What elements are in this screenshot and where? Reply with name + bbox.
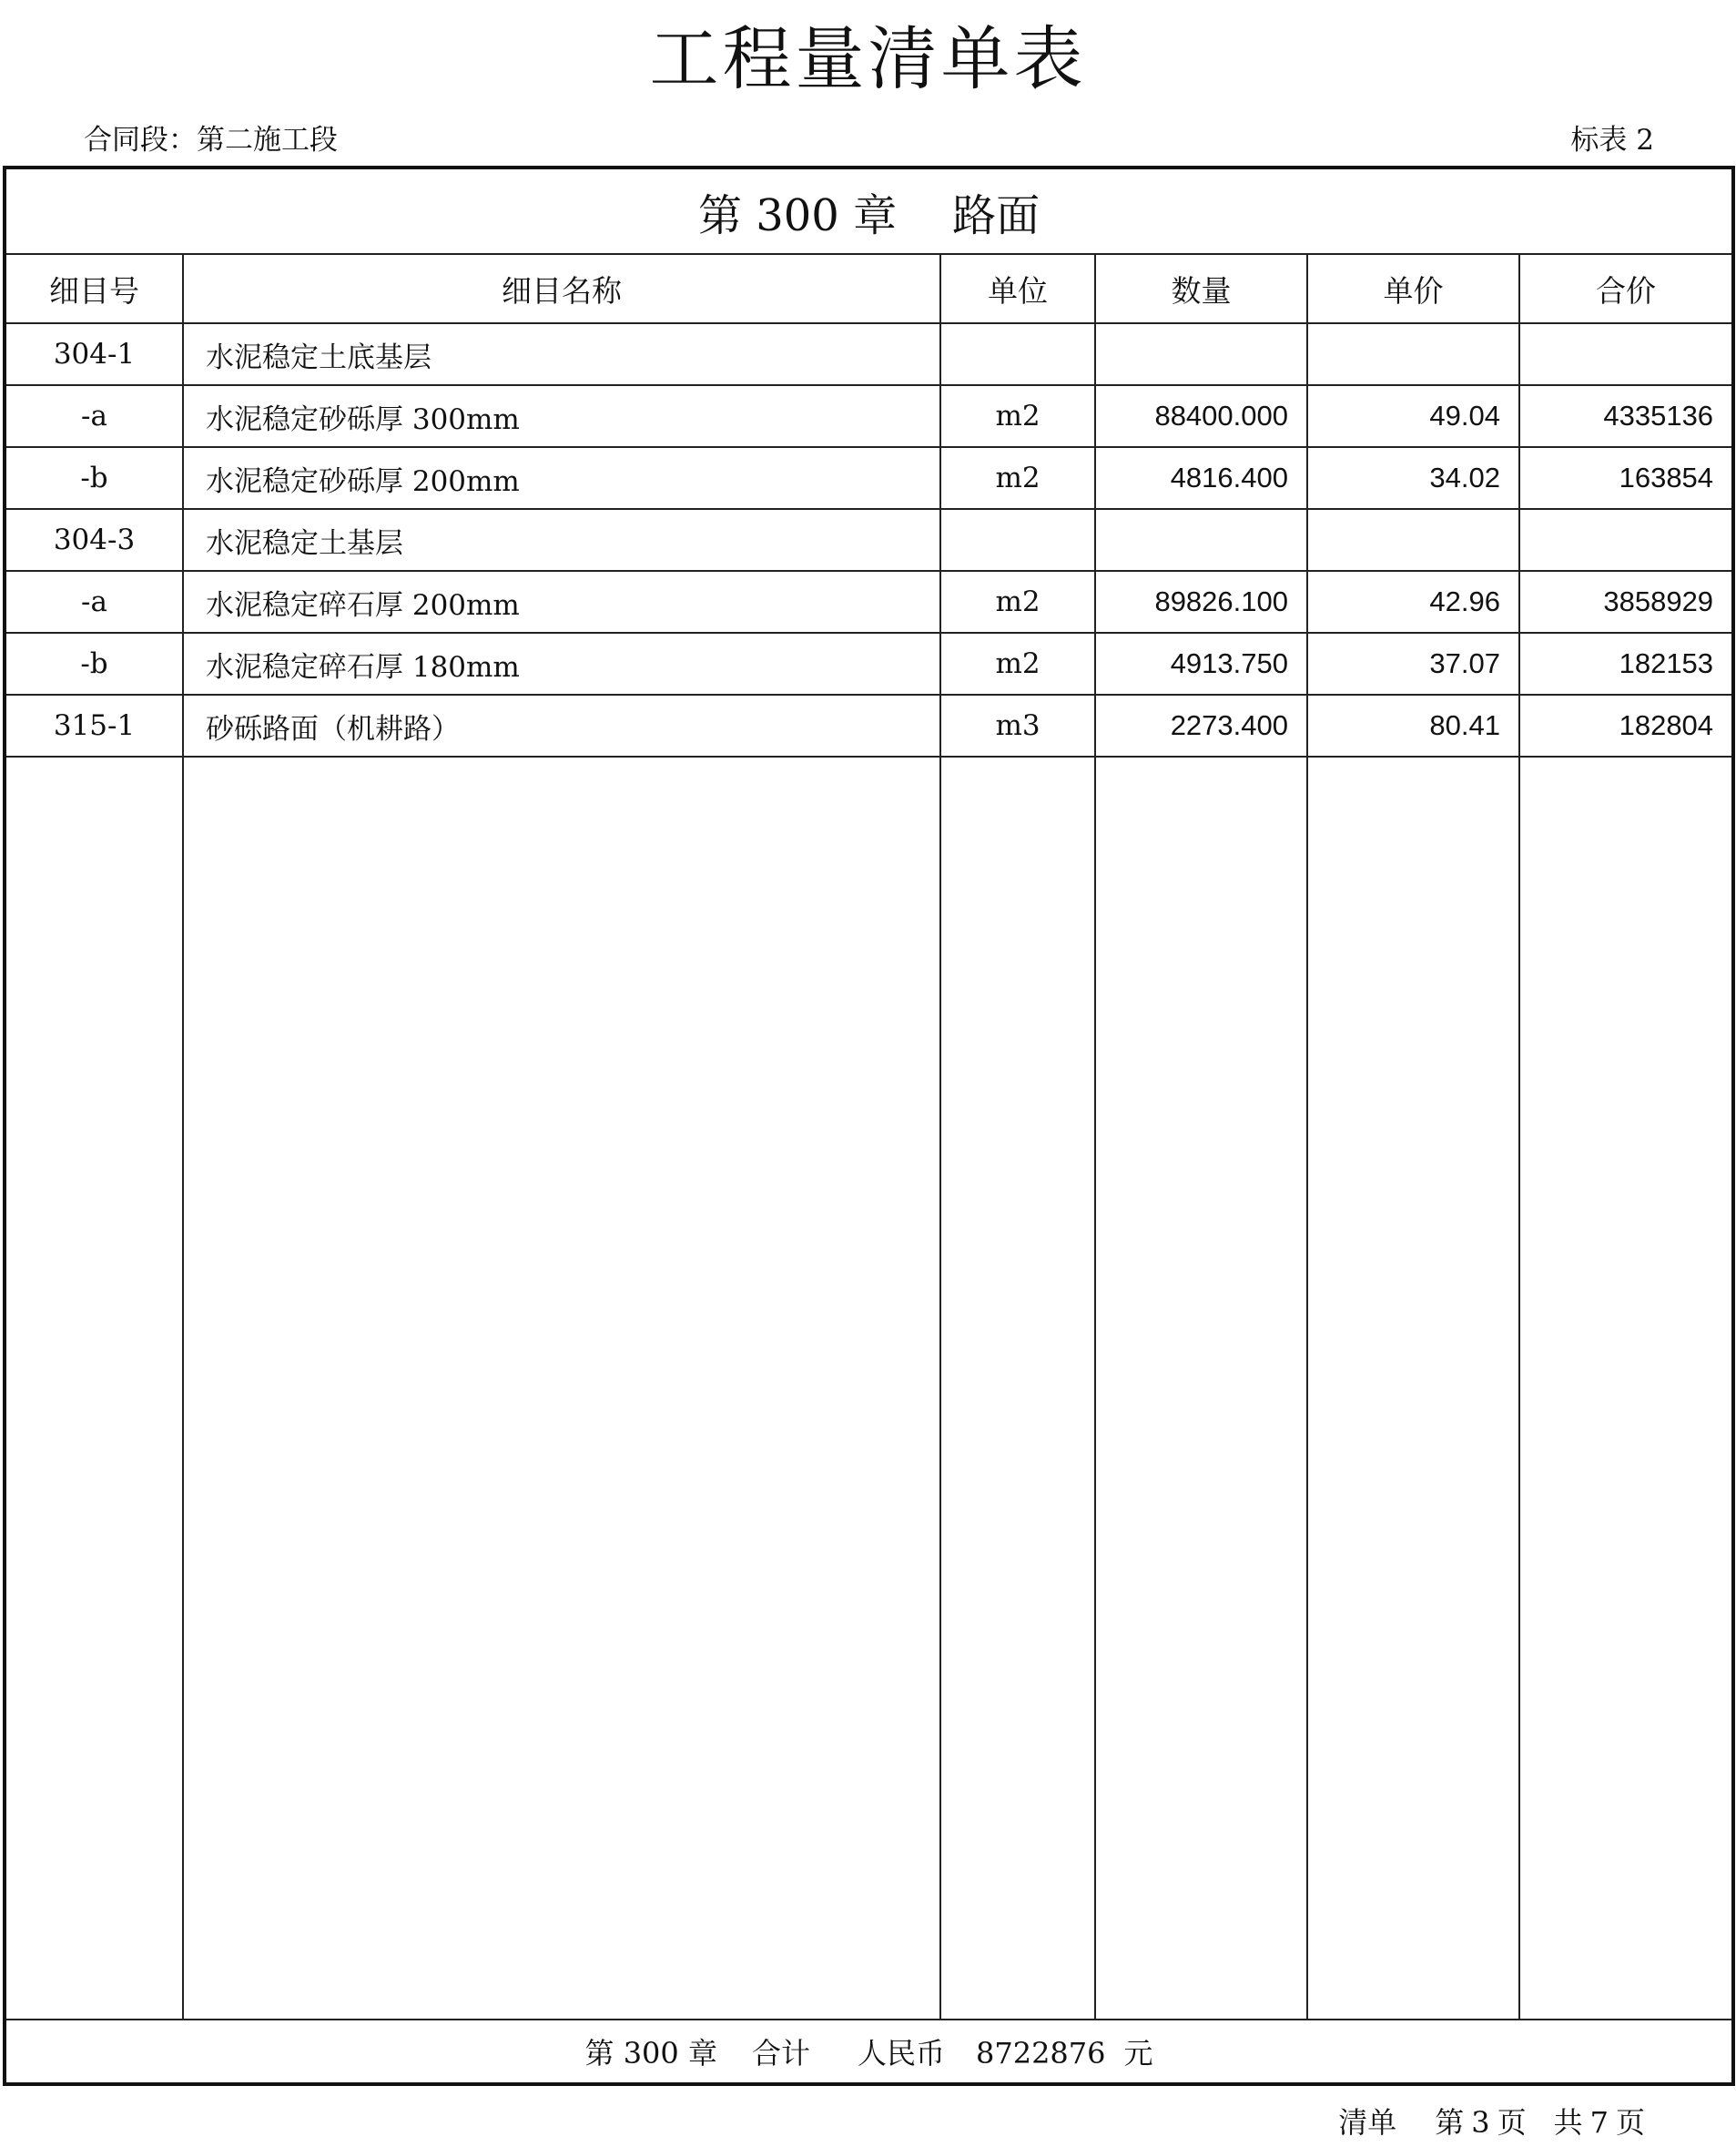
bill-of-quantities-table [3, 166, 1735, 2086]
chapter-total [5, 2020, 1733, 2084]
item-amount: 182153 [1519, 633, 1733, 695]
item-quantity: 4913.750 [1095, 633, 1307, 695]
item-amount [1519, 323, 1733, 385]
item-name: 水泥稳定砂砾厚 300mm [183, 385, 940, 447]
total-chapter-label: 第 300 章 [584, 2036, 717, 2071]
item-amount: 182804 [1519, 695, 1733, 757]
total-unit: 元 [1123, 2036, 1153, 2071]
item-name: 水泥稳定土底基层 [183, 323, 940, 385]
item-code: 304-3 [5, 509, 183, 571]
total-label: 合计 [751, 2036, 810, 2071]
empty-cell [183, 757, 940, 2020]
item-unit: m2 [940, 633, 1095, 695]
item-name: 水泥稳定土基层 [183, 509, 940, 571]
chapter-total-row [5, 2020, 1733, 2084]
item-quantity: 88400.000 [1095, 385, 1307, 447]
sheet-number-label: 标表 2 [1570, 124, 1654, 157]
contract-section-label: 合同段：第二施工段 [84, 124, 338, 157]
footer-total-pages: 7 [1589, 2105, 1609, 2140]
item-name: 水泥稳定砂砾厚 200mm [183, 447, 940, 509]
document-title: 工程量清单表 [649, 18, 1087, 99]
item-amount: 4335136 [1519, 385, 1733, 447]
item-name: 水泥稳定碎石厚 200mm [183, 571, 940, 633]
item-unit [940, 323, 1095, 385]
item-name: 水泥稳定碎石厚 180mm [183, 633, 940, 695]
item-unit: m2 [940, 571, 1095, 633]
footer-doc-label: 清单 [1338, 2105, 1397, 2140]
column-header-item-code: 细目号 [5, 254, 183, 323]
table-row [5, 385, 1733, 447]
item-unit: m3 [940, 695, 1095, 757]
footer-total-suffix: 页 [1615, 2105, 1645, 2140]
column-header-unit-price: 单价 [1307, 254, 1519, 323]
empty-cell [1307, 757, 1519, 2020]
table-row [5, 447, 1733, 509]
item-unit: m2 [940, 447, 1095, 509]
item-code: 304-1 [5, 323, 183, 385]
chapter-heading: 第 300 章 路面 [5, 168, 1733, 254]
column-header-unit: 单位 [940, 254, 1095, 323]
table-row [5, 323, 1733, 385]
item-code: -b [5, 633, 183, 695]
table-header-row [5, 254, 1733, 323]
footer-total-prefix: 共 [1553, 2105, 1583, 2140]
table-row [5, 571, 1733, 633]
total-amount: 8722876 [975, 2036, 1106, 2071]
item-quantity: 2273.400 [1095, 695, 1307, 757]
footer-page-suffix: 页 [1497, 2105, 1527, 2140]
column-header-item-name: 细目名称 [183, 254, 940, 323]
table-row [5, 695, 1733, 757]
empty-cell [1519, 757, 1733, 2020]
item-amount [1519, 509, 1733, 571]
item-code: -a [5, 571, 183, 633]
chapter-heading-row [5, 168, 1733, 254]
item-unit-price [1307, 323, 1519, 385]
item-unit-price: 34.02 [1307, 447, 1519, 509]
table-row [5, 633, 1733, 695]
column-header-amount: 合价 [1519, 254, 1733, 323]
empty-cell [5, 757, 183, 2020]
item-unit: m2 [940, 385, 1095, 447]
empty-cell [940, 757, 1095, 2020]
table-row [5, 509, 1733, 571]
item-unit [940, 509, 1095, 571]
total-currency: 人民币 [857, 2036, 945, 2071]
item-unit-price: 80.41 [1307, 695, 1519, 757]
item-amount: 3858929 [1519, 571, 1733, 633]
empty-table-area [5, 757, 1733, 2020]
item-quantity [1095, 509, 1307, 571]
item-quantity: 4816.400 [1095, 447, 1307, 509]
item-quantity [1095, 323, 1307, 385]
item-name: 砂砾路面（机耕路） [183, 695, 940, 757]
item-unit-price: 42.96 [1307, 571, 1519, 633]
item-unit-price [1307, 509, 1519, 571]
item-amount: 163854 [1519, 447, 1733, 509]
footer-page-prefix: 第 [1435, 2105, 1465, 2140]
item-quantity: 89826.100 [1095, 571, 1307, 633]
empty-cell [1095, 757, 1307, 2020]
item-unit-price: 37.07 [1307, 633, 1519, 695]
item-code: -a [5, 385, 183, 447]
item-code: -b [5, 447, 183, 509]
column-header-quantity: 数量 [1095, 254, 1307, 323]
item-code: 315-1 [5, 695, 183, 757]
item-unit-price: 49.04 [1307, 385, 1519, 447]
page-footer [1338, 2100, 1645, 2142]
footer-page-number: 3 [1471, 2105, 1490, 2140]
